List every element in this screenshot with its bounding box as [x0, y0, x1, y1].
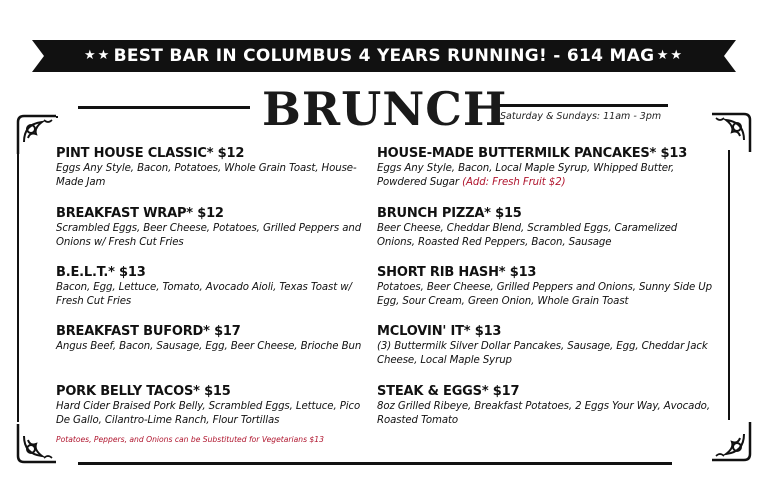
menu-item-name: BRUNCH PIZZA* $15 [377, 206, 522, 221]
menu-item-breakfast-wrap [56, 206, 376, 250]
banner-text: BEST BAR IN COLUMBUS 4 YEARS RUNNING! - 614 MAG [113, 46, 655, 66]
menu-item-pint-house-classic [56, 146, 376, 190]
menu-item-description: 8oz Grilled Ribeye, Breakfast Potatoes, 2 Eggs Your Way, Avocado, Roasted Tomato [377, 401, 710, 426]
menu-item-mclovin-it [377, 324, 717, 368]
menu-item-name: SHORT RIB HASH* $13 [377, 265, 537, 280]
title-rule-left [78, 106, 250, 109]
title-rule-right [496, 104, 668, 107]
brunch-hours: Saturday & Sundays: 11am - 3pm [500, 111, 662, 122]
menu-item-brunch-pizza [377, 206, 717, 250]
menu-item-name: B.E.L.T.* $13 [56, 265, 146, 280]
menu-item-name: PINT HOUSE CLASSIC* $12 [56, 146, 245, 161]
menu-item-name: BREAKFAST WRAP* $12 [56, 206, 224, 221]
vegetarian-note: Potatoes, Peppers, and Onions can be Substituted for Vegetarians $13 [56, 435, 324, 444]
menu-item-belt [56, 265, 376, 309]
banner-stars-left: ★★ [84, 48, 112, 63]
menu-item-description: Beer Cheese, Cheddar Blend, Scrambled Eggs, Caramelized Onions, Roasted Red Peppers, Bacon, Sausage [377, 223, 678, 248]
menu-item-name: MCLOVIN' IT* $13 [377, 324, 502, 339]
menu-item-pork-belly-tacos [56, 384, 376, 428]
flourish-scroll-icon [14, 420, 60, 466]
frame-left-border [17, 152, 19, 422]
top-banner [32, 40, 736, 72]
menu-item-steak-and-eggs [377, 384, 717, 428]
menu-item-short-rib-hash [377, 265, 717, 309]
menu-item-description: Scrambled Eggs, Beer Cheese, Potatoes, Grilled Peppers and Onions w/ Fresh Cut Fries [56, 223, 362, 248]
menu-item-description: Angus Beef, Bacon, Sausage, Egg, Beer Cheese, Brioche Bun [56, 341, 362, 352]
menu-item-description: Bacon, Egg, Lettuce, Tomato, Avocado Aioli, Texas Toast w/ Fresh Cut Fries [56, 282, 352, 307]
menu-item-breakfast-buford [56, 324, 376, 354]
page-title: BRUNCH [262, 82, 508, 136]
add-fruit-note: (Add: Fresh Fruit $2) [462, 177, 566, 188]
menu-item-name: BREAKFAST BUFORD* $17 [56, 324, 241, 339]
menu-item-description: Eggs Any Style, Bacon, Local Maple Syrup, Whipped Butter, Powdered Sugar (Add: Fresh Fruit $2) [377, 163, 675, 188]
menu-item-description: (3) Buttermilk Silver Dollar Pancakes, Sausage, Egg, Cheddar Jack Cheese, Local Maple Syrup [377, 341, 708, 366]
menu-item-name: HOUSE-MADE BUTTERMILK PANCAKES* $13 [377, 146, 688, 161]
frame-bottom-border [78, 462, 672, 465]
menu-item-description: Hard Cider Braised Pork Belly, Scrambled Eggs, Lettuce, Pico De Gallo, Cilantro-Lime Ranch, Flour Tortillas [56, 401, 361, 426]
banner-stars-right: ★★ [656, 48, 684, 63]
menu-item-description: Eggs Any Style, Bacon, Potatoes, Whole Grain Toast, House-Made Jam [56, 163, 357, 188]
menu-item-buttermilk-pancakes [377, 146, 717, 190]
frame-right-border [728, 150, 730, 420]
menu-item-name: STEAK & EGGS* $17 [377, 384, 520, 399]
menu-item-name: PORK BELLY TACOS* $15 [56, 384, 231, 399]
flourish-scroll-icon [14, 112, 60, 158]
menu-item-description: Potatoes, Beer Cheese, Grilled Peppers and Onions, Sunny Side Up Egg, Sour Cream, Green Onion, Whole Grain Toast [377, 282, 712, 307]
